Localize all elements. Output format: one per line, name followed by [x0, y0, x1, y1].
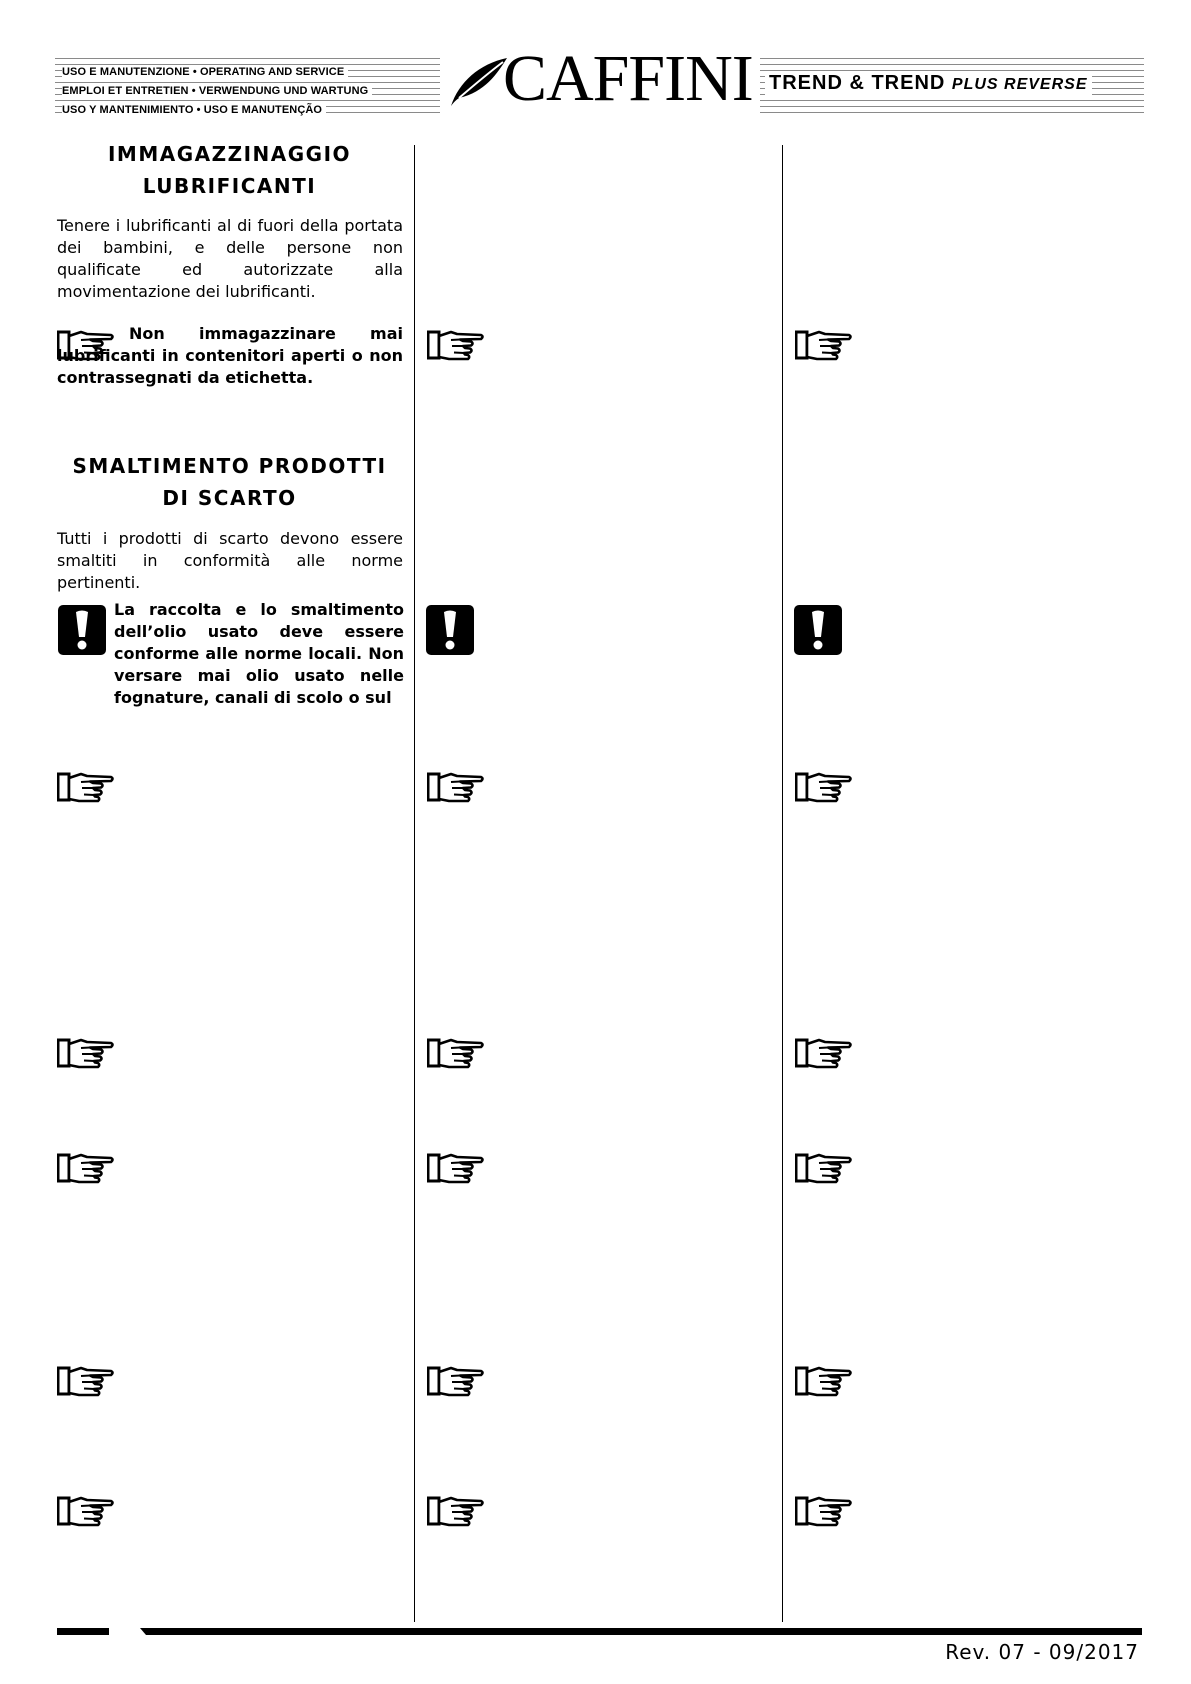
pointing-hand-icon	[57, 1494, 115, 1528]
pointing-hand-icon	[427, 1151, 485, 1185]
caffini-logo	[445, 42, 757, 115]
pointing-hand-icon	[57, 1151, 115, 1185]
pointing-hand-icon	[57, 770, 115, 804]
pointing-hand-icon	[795, 328, 853, 362]
storage-note: Non immagazzinare mai lubrificanti in contenitori aperti o non contrassegnati da etichetta.	[57, 324, 403, 387]
exclamation-warning-icon	[425, 604, 475, 656]
pointing-hand-icon	[795, 1364, 853, 1398]
footer-bar	[146, 1628, 1142, 1635]
pointing-hand-icon	[427, 1494, 485, 1528]
pointing-hand-icon	[795, 770, 853, 804]
header-manual-titles	[62, 60, 442, 117]
pointing-hand-icon	[427, 770, 485, 804]
pointing-hand-icon	[795, 1036, 853, 1070]
pointing-hand-icon	[795, 1494, 853, 1528]
pointing-hand-icon	[57, 1364, 115, 1398]
footer-bar-left	[57, 1628, 109, 1635]
storage-paragraph: Tenere i lubrificanti al di fuori della portata dei bambini, e delle persone non qualificate ed autorizzate alla movimentazione dei lubrificanti.	[57, 216, 403, 301]
column-divider-2	[782, 145, 783, 1622]
model-main: TREND & TREND	[769, 72, 946, 94]
heading-waste-disposal: SMALTIMENTO PRODOTTI DI SCARTO	[72, 454, 387, 510]
disposal-warning: La raccolta e lo smaltimento dell’olio usato deve essere conforme alle norme locali. Non versare mai olio usato nelle fognature, canali di scolo o sul	[114, 600, 404, 707]
column-divider-1	[414, 145, 415, 1622]
model-name	[765, 71, 1092, 97]
revision-label: Rev. 07 - 09/2017	[945, 1640, 1139, 1664]
leaf-logo-icon	[445, 52, 509, 110]
header-line-2: EMPLOI ET ENTRETIEN • VERWENDUNG UND WARTUNG	[62, 84, 372, 98]
header-line-3: USO Y MANTENIMIENTO • USO E MANUTENÇÃO	[62, 103, 326, 117]
heading-lubricant-storage: IMMAGAZZINAGGIO LUBRIFICANTI	[107, 142, 352, 198]
exclamation-warning-icon	[57, 604, 107, 656]
brand-name: CAFFINI	[503, 42, 753, 115]
model-plus-reverse: PLUS REVERSE	[951, 76, 1088, 93]
pointing-hand-icon	[57, 1036, 115, 1070]
pointing-hand-icon	[427, 1036, 485, 1070]
disposal-paragraph: Tutti i prodotti di scarto devono essere smaltiti in conformità alle norme pertinenti.	[57, 529, 403, 592]
exclamation-warning-icon	[793, 604, 843, 656]
pointing-hand-icon	[427, 328, 485, 362]
pointing-hand-icon	[427, 1364, 485, 1398]
pointing-hand-icon	[795, 1151, 853, 1185]
header-line-1: USO E MANUTENZIONE • OPERATING AND SERVICE	[62, 65, 348, 79]
